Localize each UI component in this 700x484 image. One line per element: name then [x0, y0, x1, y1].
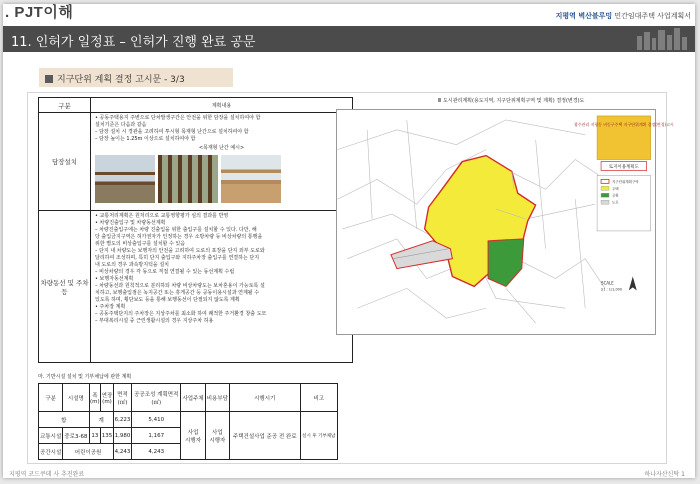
project-title: . PJT이해	[5, 4, 74, 21]
legend-box-title: 토지이용계획도	[608, 164, 639, 170]
table-row-total: 합 계 6,223 5,410 사업 시행자 사업 시행자 주택건설사업 준공 전 완료 실시 후 기부채납	[39, 412, 338, 428]
fence-photo-2	[158, 155, 218, 203]
legend-notice: 광주관리 지평동 비동구주택 지구단위계획 결정(변경)고시	[573, 121, 674, 127]
footer-right: 하나자산신탁 1	[644, 471, 685, 478]
footer-left: 지평역 코드쿠데 사 추진완료	[9, 471, 85, 478]
legend-item-boundary: 지구단위계획구역	[611, 179, 639, 184]
fence-photo-3	[221, 155, 281, 203]
table-row-road: 교통시설 중로3-68 13 135 1,980 1,167	[39, 428, 338, 444]
notice-document	[27, 92, 674, 464]
page-title: 11. 인허가 일정표 – 인허가 진행 완료 공문	[11, 35, 256, 50]
section-header	[3, 26, 695, 52]
map-caption: Ⅲ 도시관리계획(용도지역, 지구단위계획구역 및 계획) 결정(변경)도	[438, 98, 585, 104]
top-bar	[3, 4, 695, 26]
row-category-traffic: 차량동선 및 주차 등	[39, 211, 91, 363]
infrastructure-table: 구분 시설명 폭 (m) 연장 (m) 면적 (㎡) 공공조성 계획면적 (㎡) 사업주체 비용부담 시행시기 비고 합 계 6,223 5,410 사업 시행자 사업 시행자 주택건설사업 준공 전 완료 실시 후 기부채납 교통시설 중로3-68 13 135 1,980 1,167 공간시설 어린이공원 4,243 4,243	[38, 383, 338, 460]
bullet-square-icon	[45, 75, 53, 83]
row-content-fence: • 공동주택용지 주변으로 단차발생구간은 안전을 위한 담장을 설치하여야 함 설치기준은 다음과 같음 – 담장 설치 시 경관을 고려하여 투시형 목재형 난간으로 설치하여야 함 – 담장 높이는 1.25m 이상으로 설치하여야 함 <목재형 난간 예시>	[91, 113, 353, 211]
plan-table	[38, 97, 353, 363]
legend-item-housing: 주택	[611, 186, 619, 191]
skyline-icon	[635, 28, 689, 50]
photo-caption: <목재형 난간 예시>	[198, 145, 245, 151]
column-header-category: 구분	[39, 98, 91, 113]
infrastructure-caption: 마. 기반시설 설치 및 기부채납에 관한 계획	[38, 374, 132, 380]
column-header-content: 계획내용	[91, 98, 353, 113]
legend-item-road: 도로	[611, 200, 619, 205]
table-row-park: 공간시설 어린이공원 4,243 4,243	[39, 444, 338, 460]
organization-label: 지평역 벽산블루밍 민간임대주택 사업계획서	[555, 12, 691, 20]
section-label: 지구단위 계획 결정 고시문 - 3/3	[39, 68, 233, 87]
north-arrow-icon	[629, 277, 637, 291]
row-category-fence: 담장설치	[39, 113, 91, 211]
footer	[3, 468, 695, 478]
fence-photo-1	[95, 155, 155, 203]
fence-photos	[95, 155, 348, 203]
row-content-traffic: • 교통처리계획은 원처리으로 교통영향평가 심의 결과를 반영 • 차량진출입구 및 차량동선계획 – 차량진출입구에는 차량 진출입을 위한 출입구를 설치할 수 있다. 다만, 해 당 출입금지구역은 허가권자가 인정하는 경우 소방차량 등 비상차량의 통행을 위한 별도의 비상출입구를 설치할 수 있음 – 단지 내 차량도는 보행자의 안전을 고려하여 도로의 포장을 단지 외부 도로와 달리하여 조성하며, 특히 단지 출입구와 지하주차장 출입구를 연결하는 단지 내 도로의 경우 과속방지턱을 설치 – 비상차량의 경우 각 동으로 직접 연결될 수 있는 동선계획 수립 • 보행자동선계획 – 차량동선과 원칙적으로 분리하되 차량 비상차량도는 보차혼용이 가능토록 설 치하고, 보행출입점은 녹지공간 또는 휴게공간 등 공동이용시설과 연계될 수 있도록 하며, 횡단보도 등을 통해 보행동선이 단절되지 않도록 계획 • 주차장 계획 – 공동주택단지의 주차장은 지상주차를 최소화 하여 쾌적한 주거환경 창출 도모 – 부대복리시설 중 근린생활시설의 경우 지상주차 허용	[91, 211, 353, 363]
scale-value: S1 : 1/1,000	[601, 287, 623, 292]
scale-label: SCALE	[601, 280, 614, 286]
land-use-map	[336, 109, 674, 335]
slide	[3, 4, 695, 478]
legend-item-park: 공원	[611, 193, 619, 198]
